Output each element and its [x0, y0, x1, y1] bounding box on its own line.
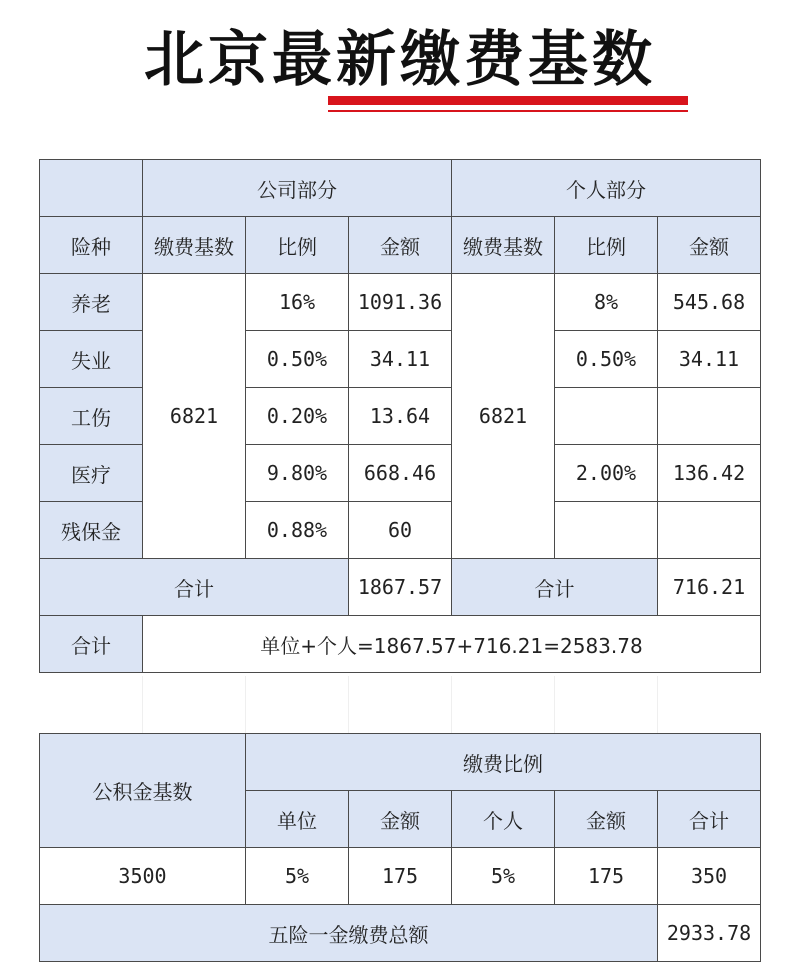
housing-fund-table: [39, 733, 761, 962]
fund-person-rate: 5%: [452, 848, 555, 905]
personal-amount: 545.68: [658, 274, 761, 331]
company-rate: 16%: [246, 274, 349, 331]
company-amount: 1091.36: [349, 274, 452, 331]
personal-rate: [555, 388, 658, 445]
spacer-divider: [245, 676, 246, 733]
spacer-divider: [348, 676, 349, 733]
col-personal-base: 缴费基数: [452, 217, 555, 274]
row-label: 残保金: [40, 502, 143, 559]
company-amount: 34.11: [349, 331, 452, 388]
personal-amount: [658, 502, 761, 559]
table-row: [40, 734, 761, 791]
table-row: [40, 848, 761, 905]
row-label: 医疗: [40, 445, 143, 502]
col-company-rate: 比例: [246, 217, 349, 274]
col-company-base: 缴费基数: [143, 217, 246, 274]
row-label: 工伤: [40, 388, 143, 445]
page-title: 北京最新缴费基数: [144, 25, 656, 95]
title-underline: [328, 96, 688, 105]
spacer-row: [39, 676, 760, 733]
col-unit-amount: 金额: [349, 791, 452, 848]
spacer-divider: [554, 676, 555, 733]
col-personal-rate: 比例: [555, 217, 658, 274]
table-row: [40, 217, 761, 274]
table-row: [40, 274, 761, 331]
company-rate: 0.20%: [246, 388, 349, 445]
personal-rate: [555, 502, 658, 559]
col-personal-amount: 金额: [658, 217, 761, 274]
corner-cell: [40, 160, 143, 217]
personal-amount: [658, 388, 761, 445]
title-underline-thin: [328, 110, 688, 112]
col-person: 个人: [452, 791, 555, 848]
col-company-amount: 金额: [349, 217, 452, 274]
company-subtotal-label: 合计: [40, 559, 349, 616]
company-amount: 668.46: [349, 445, 452, 502]
company-amount: 60: [349, 502, 452, 559]
total-formula: 单位+个人=1867.57+716.21=2583.78: [143, 616, 761, 673]
personal-subtotal-label: 合计: [452, 559, 658, 616]
col-insurance-type: 险种: [40, 217, 143, 274]
company-subtotal: 1867.57: [349, 559, 452, 616]
personal-base-value: 6821: [452, 274, 555, 559]
table-row: [40, 616, 761, 673]
company-rate: 9.80%: [246, 445, 349, 502]
table-row: [40, 905, 761, 962]
company-base-value: 6821: [143, 274, 246, 559]
personal-subtotal: 716.21: [658, 559, 761, 616]
fund-base-value: 3500: [40, 848, 246, 905]
fund-unit-amount: 175: [349, 848, 452, 905]
row-label: 失业: [40, 331, 143, 388]
col-unit: 单位: [246, 791, 349, 848]
personal-part-header: 个人部分: [452, 160, 761, 217]
spacer-divider: [451, 676, 452, 733]
grand-total-label: 五险一金缴费总额: [40, 905, 658, 962]
personal-rate: 8%: [555, 274, 658, 331]
company-rate: 0.88%: [246, 502, 349, 559]
company-amount: 13.64: [349, 388, 452, 445]
col-total: 合计: [658, 791, 761, 848]
total-label: 合计: [40, 616, 143, 673]
table-row: [40, 559, 761, 616]
personal-rate: 2.00%: [555, 445, 658, 502]
table-row: [40, 160, 761, 217]
fund-base-header: 公积金基数: [40, 734, 246, 848]
company-rate: 0.50%: [246, 331, 349, 388]
personal-rate: 0.50%: [555, 331, 658, 388]
fund-total: 350: [658, 848, 761, 905]
company-part-header: 公司部分: [143, 160, 452, 217]
fund-unit-rate: 5%: [246, 848, 349, 905]
row-label: 养老: [40, 274, 143, 331]
social-insurance-table: [39, 159, 761, 673]
spacer-divider: [657, 676, 658, 733]
personal-amount: 34.11: [658, 331, 761, 388]
grand-total-value: 2933.78: [658, 905, 761, 962]
fund-rate-header: 缴费比例: [246, 734, 761, 791]
fund-person-amount: 175: [555, 848, 658, 905]
spacer-divider: [142, 676, 143, 733]
personal-amount: 136.42: [658, 445, 761, 502]
col-person-amount: 金额: [555, 791, 658, 848]
